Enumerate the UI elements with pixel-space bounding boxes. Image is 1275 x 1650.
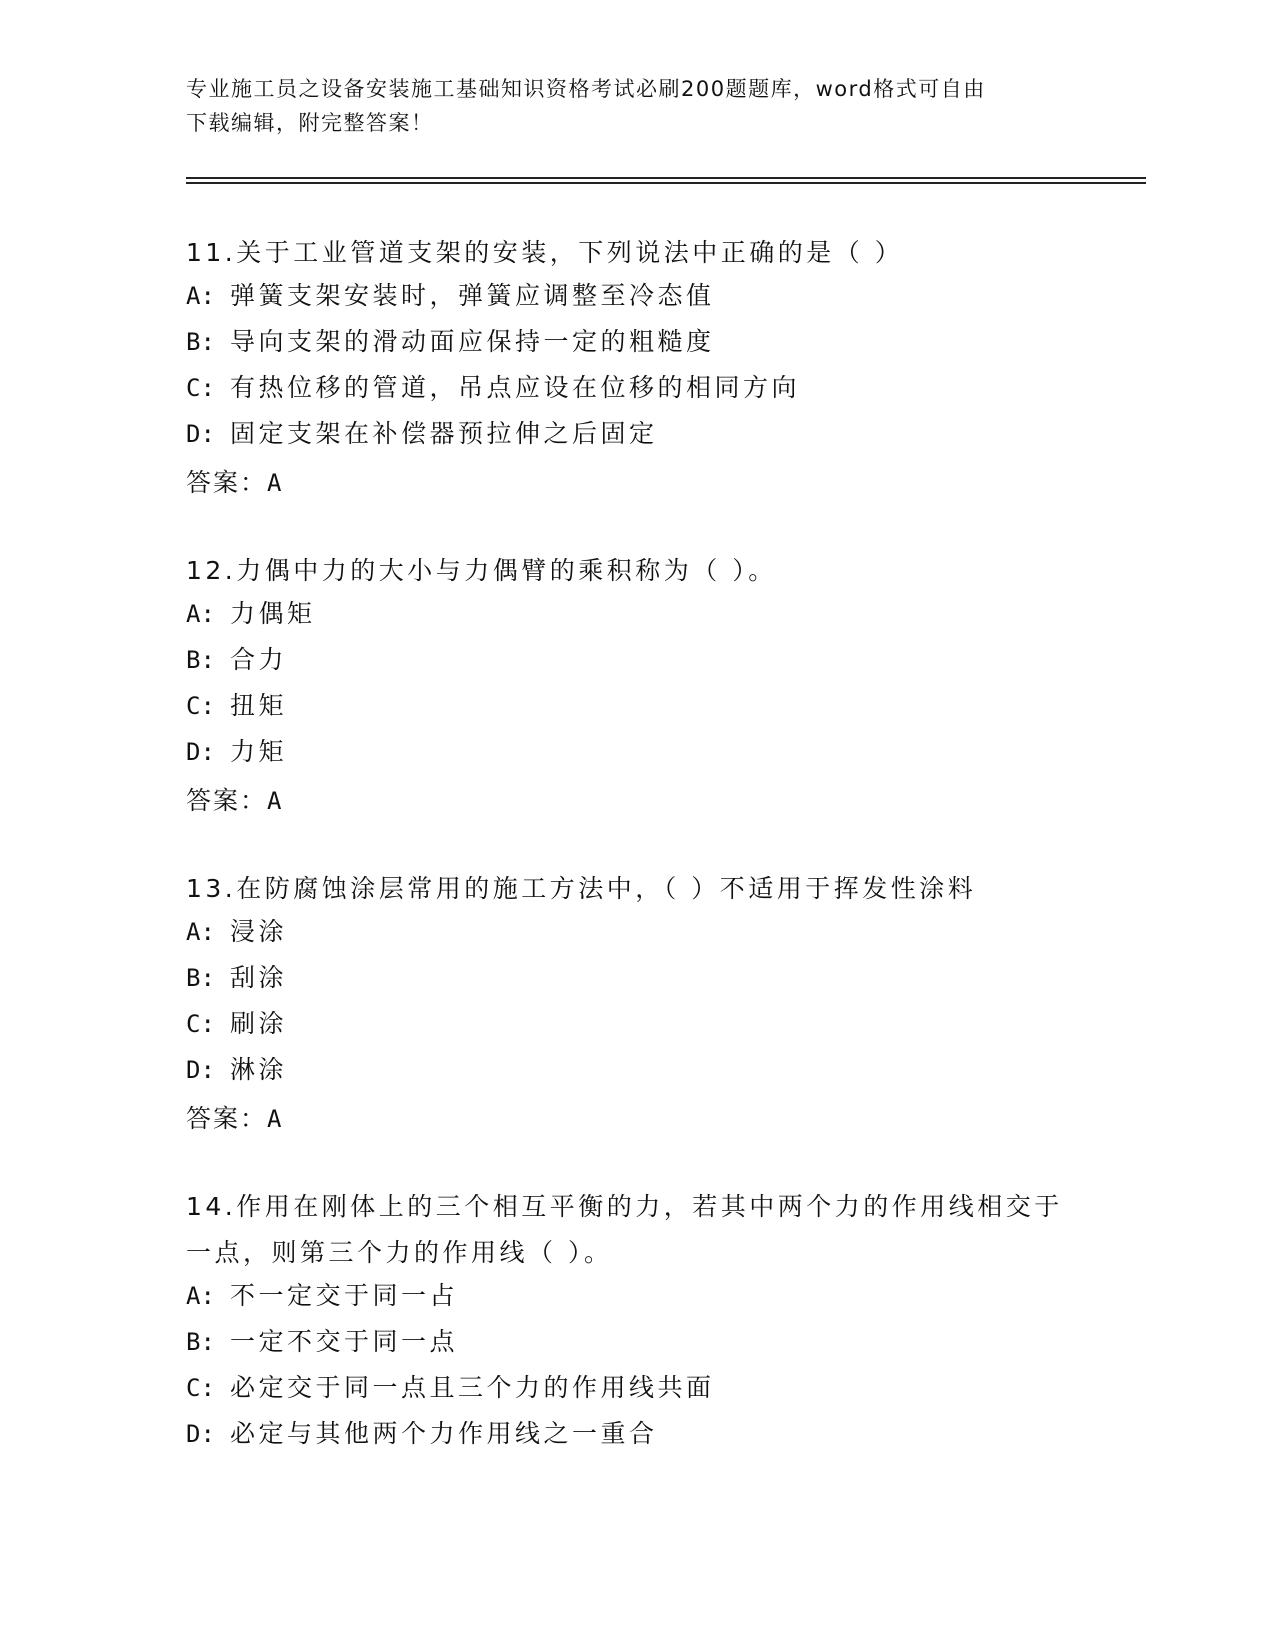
option-a <box>186 1276 1086 1322</box>
question-11 <box>186 230 1086 506</box>
answer-line <box>186 1096 1086 1142</box>
option-text: 不一定交于同一占 <box>230 1281 459 1310</box>
option-text: 有热位移的管道，吊点应设在位移的相同方向 <box>230 373 801 402</box>
option-key: C: <box>186 1010 215 1038</box>
answer-line <box>186 460 1086 506</box>
option-b <box>186 1322 1086 1368</box>
option-c <box>186 368 1086 414</box>
option-c <box>186 686 1086 732</box>
option-key: D: <box>186 1056 215 1084</box>
option-key: C: <box>186 692 215 720</box>
option-d <box>186 1050 1086 1096</box>
option-a <box>186 276 1086 322</box>
question-13 <box>186 866 1086 1142</box>
option-text: 固定支架在补偿器预拉伸之后固定 <box>230 419 658 448</box>
option-b <box>186 322 1086 368</box>
option-text: 浸涂 <box>230 917 288 946</box>
option-key: A: <box>186 1282 215 1310</box>
option-text: 导向支架的滑动面应保持一定的粗糙度 <box>230 327 715 356</box>
option-text: 必定交于同一点且三个力的作用线共面 <box>230 1373 715 1402</box>
option-b <box>186 640 1086 686</box>
option-b <box>186 958 1086 1004</box>
option-key: B: <box>186 1328 215 1356</box>
question-title: 13.在防腐蚀涂层常用的施工方法中，（ ）不适用于挥发性涂料 <box>186 874 977 903</box>
header-line-2: 下载编辑，附完整答案！ <box>186 111 434 135</box>
option-text: 扭矩 <box>230 691 288 720</box>
document-header <box>186 72 1066 140</box>
header-line-1: 专业施工员之设备安装施工基础知识资格考试必刷200题题库，word格式可自由 <box>186 77 986 101</box>
option-text: 淋涂 <box>230 1055 288 1084</box>
option-a <box>186 594 1086 640</box>
option-text: 刮涂 <box>230 963 288 992</box>
option-key: D: <box>186 738 215 766</box>
option-text: 一定不交于同一点 <box>230 1327 459 1356</box>
question-title-line-1: 14.作用在刚体上的三个相互平衡的力，若其中两个力的作用线相交于 <box>186 1192 1063 1221</box>
option-text: 弹簧支架安装时，弹簧应调整至冷态值 <box>230 281 715 310</box>
question-12 <box>186 548 1086 824</box>
option-a <box>186 912 1086 958</box>
option-text: 力偶矩 <box>230 599 316 628</box>
option-key: D: <box>186 420 215 448</box>
option-text: 力矩 <box>230 737 288 766</box>
answer-value: A <box>267 787 282 815</box>
option-key: A: <box>186 282 215 310</box>
option-key: C: <box>186 1374 215 1402</box>
option-key: B: <box>186 964 215 992</box>
option-key: C: <box>186 374 215 402</box>
option-key: D: <box>186 1420 215 1448</box>
option-c <box>186 1004 1086 1050</box>
option-d <box>186 1414 1086 1460</box>
option-text: 刷涂 <box>230 1009 288 1038</box>
question-title: 11.关于工业管道支架的安装，下列说法中正确的是（ ） <box>186 238 904 267</box>
option-key: B: <box>186 646 215 674</box>
option-text: 合力 <box>230 645 288 674</box>
answer-value: A <box>267 469 282 497</box>
answer-line <box>186 778 1086 824</box>
header-rule-top <box>186 177 1146 179</box>
option-text: 必定与其他两个力作用线之一重合 <box>230 1419 658 1448</box>
question-title-line-2: 一点，则第三个力的作用线（ ）。 <box>186 1238 613 1267</box>
answer-value: A <box>267 1105 282 1133</box>
header-rule-bottom <box>186 182 1146 184</box>
answer-label: 答案： <box>186 1104 268 1133</box>
answer-label: 答案： <box>186 786 268 815</box>
question-14 <box>186 1184 1086 1460</box>
option-key: A: <box>186 918 215 946</box>
option-key: A: <box>186 600 215 628</box>
question-title: 12.力偶中力的大小与力偶臂的乘积称为（ ）。 <box>186 556 777 585</box>
option-d <box>186 414 1086 460</box>
option-key: B: <box>186 328 215 356</box>
option-d <box>186 732 1086 778</box>
option-c <box>186 1368 1086 1414</box>
answer-label: 答案： <box>186 468 268 497</box>
